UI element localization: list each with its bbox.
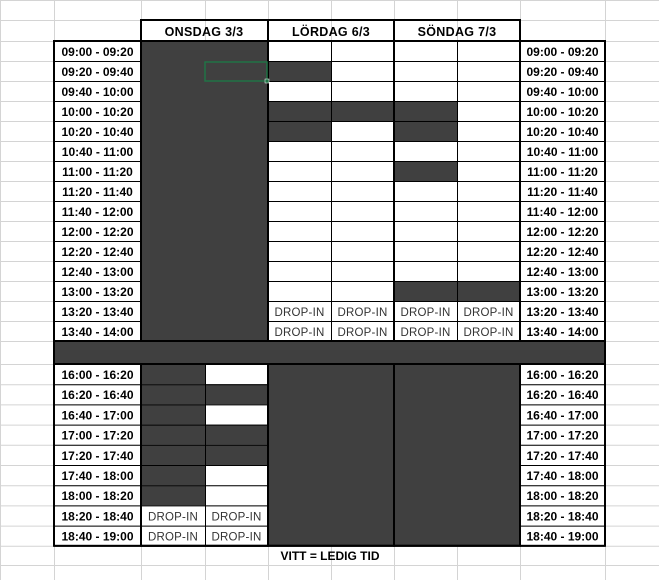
- time-label: 13:00 - 13:20: [526, 285, 599, 299]
- time-label: 18:40 - 19:00: [526, 529, 599, 544]
- time-label: 18:20 - 18:40: [61, 509, 134, 524]
- time-label: 18:20 - 18:40: [526, 509, 599, 524]
- header-wednesday: ONSDAG 3/3: [164, 25, 244, 39]
- drop-in-label: DROP-IN: [337, 307, 388, 319]
- lunch-separator: [54, 341, 605, 364]
- time-label: 11:00 - 11:20: [527, 165, 598, 179]
- time-label: 16:40 - 17:00: [61, 408, 134, 423]
- time-label: 11:20 - 11:40: [62, 185, 133, 199]
- sunday-booked-cell: [394, 101, 457, 121]
- drop-in-label: DROP-IN: [400, 307, 451, 319]
- drop-in-label: DROP-IN: [463, 307, 514, 319]
- time-label: 16:40 - 17:00: [526, 408, 599, 423]
- time-label: 11:40 - 12:00: [61, 205, 134, 219]
- drop-in-label: DROP-IN: [274, 327, 325, 339]
- time-label: 09:40 - 10:00: [526, 85, 599, 99]
- time-label: 09:00 - 09:20: [526, 45, 599, 59]
- time-label: 17:00 - 17:20: [526, 428, 599, 443]
- time-label: 16:00 - 16:20: [61, 368, 134, 382]
- time-label: 12:20 - 12:40: [61, 245, 134, 259]
- time-label: 13:00 - 13:20: [61, 285, 134, 299]
- sunday-booked-cell: [457, 281, 520, 301]
- saturday-booked-cell: [268, 121, 331, 141]
- drop-in-label: DROP-IN: [463, 327, 514, 339]
- time-label: 09:00 - 09:20: [61, 45, 134, 59]
- saturday-booked-cell: [268, 101, 331, 121]
- time-label: 17:40 - 18:00: [61, 469, 134, 483]
- wednesday-afternoon-booked-cell: [141, 384, 205, 404]
- saturday-booked-cell: [268, 61, 331, 81]
- time-label: 09:40 - 10:00: [61, 85, 134, 99]
- morning-outline: [54, 41, 605, 341]
- time-label: 13:20 - 13:40: [526, 305, 599, 319]
- time-label: 17:20 - 17:40: [526, 448, 599, 463]
- wednesday-afternoon-booked-cell: [205, 445, 268, 465]
- wednesday-morning-block: [141, 41, 268, 341]
- wednesday-afternoon-booked-cell: [141, 404, 205, 424]
- time-label: 12:40 - 13:00: [526, 265, 599, 279]
- time-label: 09:20 - 09:40: [526, 65, 599, 79]
- time-label: 12:00 - 12:20: [61, 225, 134, 239]
- drop-in-label: DROP-IN: [148, 531, 198, 544]
- drop-in-label: DROP-IN: [211, 511, 262, 524]
- sunday-booked-cell: [394, 121, 457, 141]
- sunday-booked-cell: [394, 281, 457, 301]
- time-label: 13:40 - 14:00: [61, 325, 134, 339]
- time-label: 10:00 - 10:20: [61, 105, 134, 119]
- drop-in-label: DROP-IN: [337, 327, 388, 339]
- time-label: 11:00 - 11:20: [62, 165, 133, 179]
- time-label: 10:40 - 11:00: [526, 145, 599, 159]
- time-label: 11:20 - 11:40: [527, 185, 598, 199]
- time-label: 12:20 - 12:40: [526, 245, 599, 259]
- time-label: 10:40 - 11:00: [61, 145, 134, 159]
- header-saturday: LÖRDAG 6/3: [291, 25, 371, 39]
- drop-in-label: DROP-IN: [211, 531, 262, 544]
- time-label: 12:00 - 12:20: [526, 225, 599, 239]
- time-label: 16:20 - 16:40: [526, 388, 599, 403]
- wednesday-afternoon-booked-cell: [141, 485, 205, 505]
- wednesday-afternoon-booked-cell: [141, 445, 205, 465]
- time-label: 17:20 - 17:40: [61, 448, 134, 463]
- time-label: 17:00 - 17:20: [61, 428, 134, 443]
- time-label: 12:40 - 13:00: [61, 265, 134, 279]
- time-label: 10:20 - 10:40: [61, 125, 134, 139]
- wednesday-afternoon-booked-cell: [141, 425, 205, 445]
- time-label: 18:00 - 18:20: [526, 489, 599, 504]
- wednesday-afternoon-booked-cell: [205, 384, 268, 404]
- saturday-booked-cell: [331, 101, 394, 121]
- booked-blocks: [54, 41, 605, 546]
- time-label: 18:40 - 19:00: [61, 529, 134, 544]
- time-label: 09:20 - 09:40: [61, 65, 134, 79]
- legend-text: VITT = LEDIG TID: [280, 549, 380, 563]
- sunday-booked-cell: [394, 161, 457, 181]
- time-label: 17:40 - 18:00: [526, 469, 599, 483]
- time-label: 13:20 - 13:40: [61, 305, 134, 319]
- time-label: 13:40 - 14:00: [526, 325, 599, 339]
- time-label: 16:00 - 16:20: [526, 368, 599, 382]
- wednesday-afternoon-booked-cell: [141, 364, 205, 384]
- drop-in-label: DROP-IN: [274, 307, 325, 319]
- time-label: 10:20 - 10:40: [526, 125, 599, 139]
- wednesday-afternoon-booked-cell: [205, 425, 268, 445]
- drop-in-label: DROP-IN: [148, 511, 198, 524]
- time-label: 18:00 - 18:20: [61, 489, 134, 504]
- wednesday-afternoon-booked-cell: [141, 465, 205, 485]
- header-sunday: SÖNDAG 7/3: [417, 25, 497, 39]
- drop-in-label: DROP-IN: [400, 327, 451, 339]
- time-label: 10:00 - 10:20: [526, 105, 599, 119]
- selection-handle[interactable]: [265, 79, 269, 83]
- time-label: 16:20 - 16:40: [61, 388, 134, 403]
- time-label: 11:40 - 12:00: [526, 205, 599, 219]
